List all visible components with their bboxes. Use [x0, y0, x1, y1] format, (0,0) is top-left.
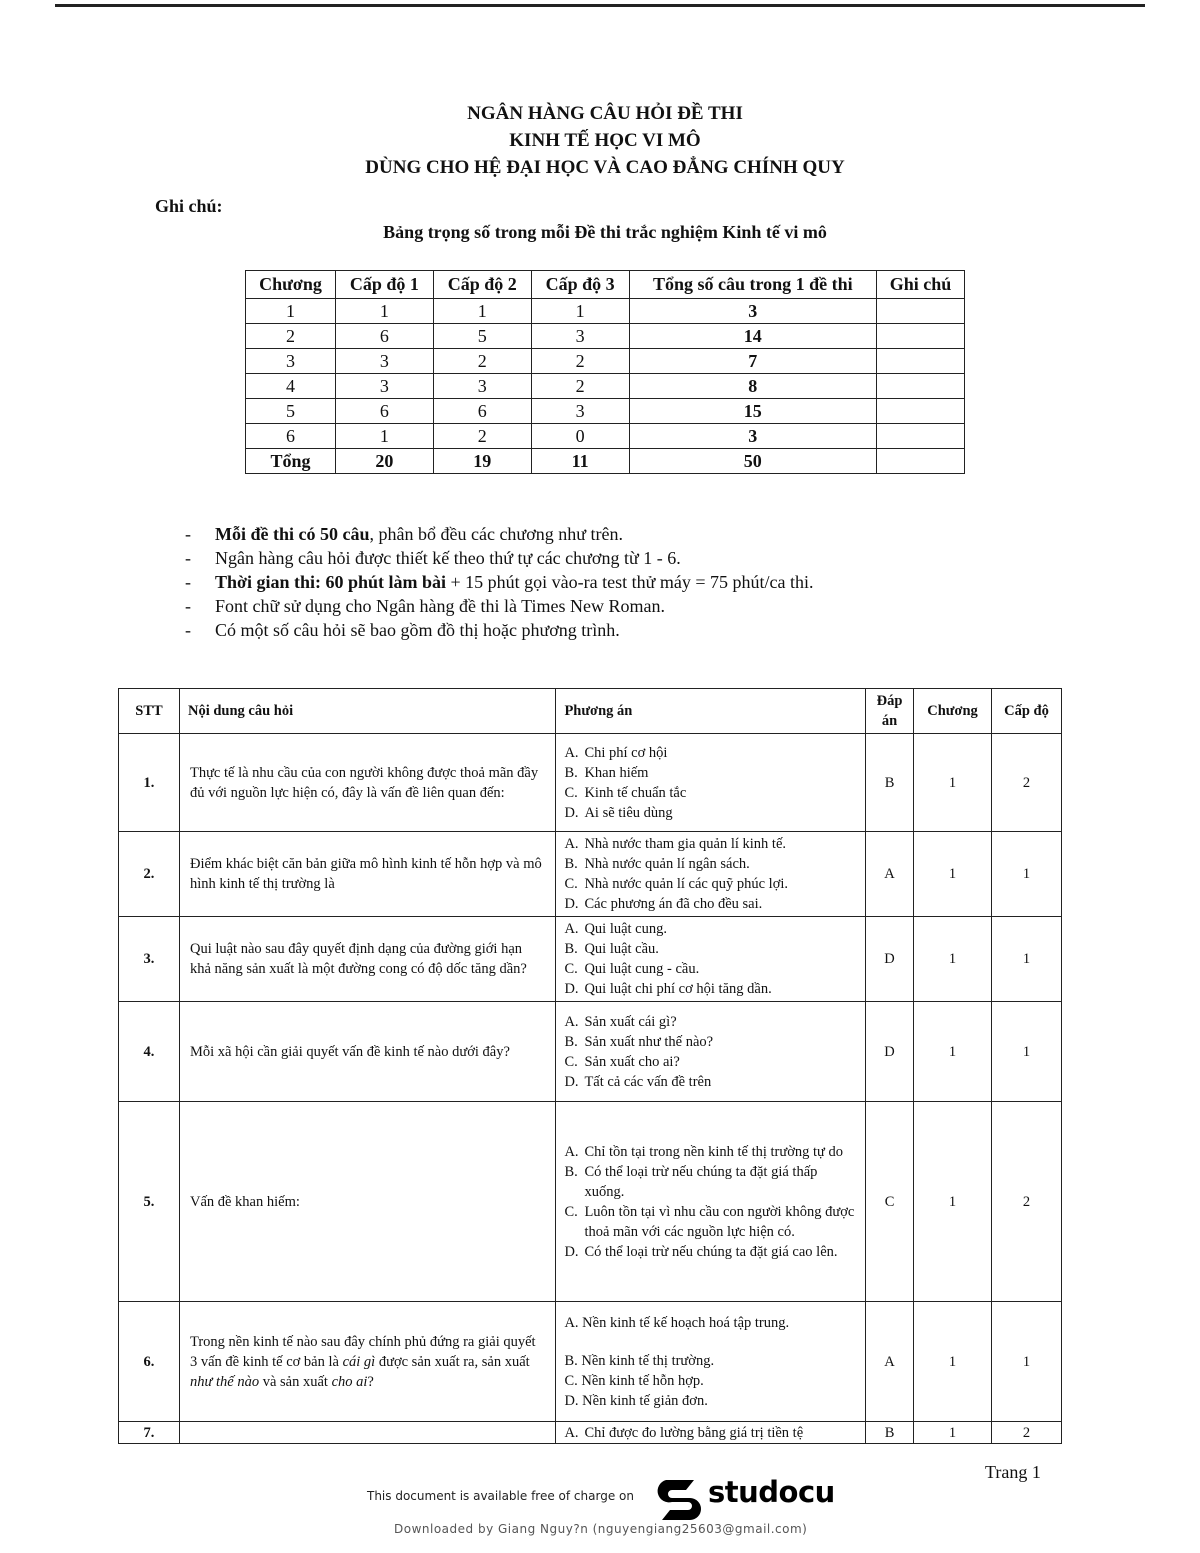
cell-chapter: 3 — [246, 349, 336, 374]
question-table-header — [119, 689, 1062, 734]
total-label: Tổng — [246, 449, 336, 474]
cell-level-1: 6 — [335, 399, 433, 424]
option: A. Chỉ được đo lường bằng giá trị tiền tệ — [564, 1424, 804, 1441]
level-cell: 1 — [992, 832, 1062, 917]
cell-note — [877, 374, 965, 399]
question-number: 5. — [119, 1102, 180, 1302]
option: D. Có thể loại trừ nếu chúng ta đặt giá cao lên. — [564, 1243, 838, 1260]
cell-note — [877, 299, 965, 324]
chapter-cell: 1 — [914, 1002, 992, 1102]
availability-notice: This document is available free of charge on — [367, 1489, 634, 1503]
option: A. Sản xuất cái gì? — [564, 1013, 677, 1030]
header-chapter: Chương — [246, 271, 336, 299]
list-item: - Font chữ sử dụng cho Ngân hàng đề thi là Times New Roman. — [185, 596, 665, 616]
cell-level-2: 2 — [433, 349, 531, 374]
header-level-3: Cấp độ 3 — [531, 271, 629, 299]
studocu-logo-icon[interactable] — [656, 1476, 706, 1520]
list-item: - Mỗi đề thi có 50 câu, phân bổ đều các chương như trên. — [185, 524, 623, 544]
level-cell: 2 — [992, 1422, 1062, 1444]
list-item: - Ngân hàng câu hỏi được thiết kế theo thứ tự các chương từ 1 - 6. — [185, 548, 681, 568]
cell-level-1: 1 — [335, 424, 433, 449]
cell-chapter: 6 — [246, 424, 336, 449]
level-cell: 1 — [992, 917, 1062, 1002]
option: C. Luôn tồn tại vì nhu cầu con người không được thoả mãn với các nguồn lực hiện có. — [564, 1203, 855, 1240]
total-level-1: 20 — [335, 449, 433, 474]
answer-cell: A — [866, 832, 914, 917]
cell-total: 15 — [629, 399, 877, 424]
question-content — [179, 1422, 555, 1444]
cell-note — [877, 324, 965, 349]
header-stt: STT — [119, 689, 180, 734]
cell-chapter: 1 — [246, 299, 336, 324]
weight-row — [246, 349, 965, 374]
question-number: 4. — [119, 1002, 180, 1102]
cell-total: 3 — [629, 424, 877, 449]
level-cell: 1 — [992, 1002, 1062, 1102]
cell-level-2: 5 — [433, 324, 531, 349]
header-answer: Đáp án — [866, 689, 914, 734]
cell-level-3: 0 — [531, 424, 629, 449]
option: B. Khan hiếm — [564, 764, 649, 781]
question-number: 2. — [119, 832, 180, 917]
cell-chapter: 2 — [246, 324, 336, 349]
cell-level-3: 2 — [531, 374, 629, 399]
cell-level-3: 2 — [531, 349, 629, 374]
question-options — [556, 832, 866, 917]
question-content: Thực tế là nhu cầu của con người không được thoả mãn đầy đủ với nguồn lực hiện có, đây là vấn đề liên quan đến: — [179, 734, 555, 832]
question-options — [556, 1302, 866, 1422]
header-content: Nội dung câu hỏi — [179, 689, 555, 734]
option: C. Qui luật cung - cầu. — [564, 961, 700, 977]
answer-cell: D — [866, 1002, 914, 1102]
header-chapter: Chương — [914, 689, 992, 734]
weight-row — [246, 374, 965, 399]
list-item: - Có một số câu hỏi sẽ bao gồm đồ thị hoặc phương trình. — [185, 620, 620, 640]
cell-level-3: 3 — [531, 399, 629, 424]
title-line-2: KINH TẾ HỌC VI MÔ — [509, 130, 701, 151]
question-content: Điểm khác biệt căn bản giữa mô hình kinh tế hỗn hợp và mô hình kinh tế thị trường là — [179, 832, 555, 917]
total-note — [877, 449, 965, 474]
studocu-footer — [0, 1472, 1200, 1542]
cell-level-1: 6 — [335, 324, 433, 349]
weight-row — [246, 399, 965, 424]
question-content: Vấn đề khan hiếm: — [179, 1102, 555, 1302]
list-item: - Thời gian thi: 60 phút làm bài + 15 phút gọi vào-ra test thử máy = 75 phút/ca thi. — [185, 572, 814, 592]
top-rule — [55, 4, 1145, 7]
question-content: Trong nền kinh tế nào sau đây chính phủ đứng ra giải quyết 3 vấn đề kinh tế cơ bản là cái gì được sản xuất ra, sản xuất như thế nào và sản xuất cho ai? — [179, 1302, 555, 1422]
header-note: Ghi chú — [877, 271, 965, 299]
download-notice: Downloaded by Giang Nguy?n (nguyengiang25603@gmail.com) — [394, 1522, 808, 1536]
header-level-1: Cấp độ 1 — [335, 271, 433, 299]
option: B. Nhà nước quản lí ngân sách. — [564, 856, 750, 872]
option: B. Sản xuất như thế nào? — [564, 1033, 714, 1050]
header-level: Cấp độ — [992, 689, 1062, 734]
question-options — [556, 734, 866, 832]
title-line-3: DÙNG CHO HỆ ĐẠI HỌC VÀ CAO ĐẲNG CHÍNH QUY — [365, 157, 845, 178]
header-level-2: Cấp độ 2 — [433, 271, 531, 299]
note-label: Ghi chú: — [155, 196, 223, 216]
weight-row — [246, 299, 965, 324]
option: D. Qui luật chi phí cơ hội tăng dần. — [564, 981, 772, 997]
option: C. Kinh tế chuẩn tắc — [564, 784, 687, 801]
cell-total: 7 — [629, 349, 877, 374]
option: C. Nhà nước quản lí các quỹ phúc lợi. — [564, 876, 789, 892]
cell-note — [877, 399, 965, 424]
answer-cell: B — [866, 1422, 914, 1444]
page-number: Trang 1 — [985, 1462, 1041, 1482]
exam-notes-list — [185, 522, 965, 642]
chapter-cell: 1 — [914, 917, 992, 1002]
option: D. Nền kinh tế giản đơn. — [564, 1392, 708, 1409]
option: B. Qui luật cầu. — [564, 941, 659, 957]
chapter-cell: 1 — [914, 734, 992, 832]
question-row — [119, 1102, 1062, 1302]
total-questions: 50 — [629, 449, 877, 474]
cell-chapter: 5 — [246, 399, 336, 424]
question-options — [556, 917, 866, 1002]
question-table — [118, 688, 1062, 1444]
cell-total: 8 — [629, 374, 877, 399]
option: D. Tất cả các vấn đề trên — [564, 1073, 712, 1090]
header-total-per-exam: Tổng số câu trong 1 đề thi — [629, 271, 877, 299]
cell-level-2: 2 — [433, 424, 531, 449]
chapter-cell: 1 — [914, 832, 992, 917]
question-options — [556, 1102, 866, 1302]
option: A. Nhà nước tham gia quản lí kinh tế. — [564, 836, 787, 852]
answer-cell: A — [866, 1302, 914, 1422]
question-row — [119, 832, 1062, 917]
cell-level-2: 1 — [433, 299, 531, 324]
total-level-2: 19 — [433, 449, 531, 474]
cell-level-2: 6 — [433, 399, 531, 424]
question-number: 7. — [119, 1422, 180, 1444]
question-options — [556, 1002, 866, 1102]
question-row — [119, 1002, 1062, 1102]
option: A. Chi phí cơ hội — [564, 744, 668, 761]
question-row — [119, 734, 1062, 832]
weight-table-caption: Bảng trọng số trong mỗi Đề thi trắc nghiệm Kinh tế vi mô — [383, 222, 827, 242]
answer-cell: B — [866, 734, 914, 832]
question-options — [556, 1422, 866, 1444]
cell-total: 3 — [629, 299, 877, 324]
cell-note — [877, 349, 965, 374]
level-cell: 2 — [992, 734, 1062, 832]
document-title — [200, 100, 1010, 181]
option: D. Ai sẽ tiêu dùng — [564, 804, 673, 821]
cell-level-3: 1 — [531, 299, 629, 324]
question-number: 3. — [119, 917, 180, 1002]
cell-level-1: 1 — [335, 299, 433, 324]
option: C. Nền kinh tế hỗn hợp. — [564, 1372, 704, 1389]
chapter-cell: 1 — [914, 1102, 992, 1302]
question-number: 6. — [119, 1302, 180, 1422]
total-level-3: 11 — [531, 449, 629, 474]
weight-row — [246, 324, 965, 349]
cell-level-3: 3 — [531, 324, 629, 349]
answer-cell: C — [866, 1102, 914, 1302]
header-options: Phương án — [556, 689, 866, 734]
option: B. Có thể loại trừ nếu chúng ta đặt giá thấp xuống. — [564, 1163, 818, 1200]
answer-cell: D — [866, 917, 914, 1002]
option: A. Chỉ tồn tại trong nền kinh tế thị trường tự do — [564, 1143, 844, 1160]
level-cell: 1 — [992, 1302, 1062, 1422]
cell-level-2: 3 — [433, 374, 531, 399]
cell-chapter: 4 — [246, 374, 336, 399]
question-number: 1. — [119, 734, 180, 832]
weight-row — [246, 424, 965, 449]
cell-note — [877, 424, 965, 449]
studocu-brand[interactable]: studocu — [708, 1475, 835, 1509]
weight-table-header — [246, 271, 965, 299]
question-row — [119, 1422, 1062, 1444]
cell-level-1: 3 — [335, 349, 433, 374]
chapter-cell: 1 — [914, 1422, 992, 1444]
title-line-1: NGÂN HÀNG CÂU HỎI ĐỀ THI — [467, 103, 743, 124]
weight-total-row — [246, 449, 965, 474]
option: B. Nền kinh tế thị trường. — [564, 1352, 715, 1369]
option: A. Qui luật cung. — [564, 921, 667, 937]
cell-total: 14 — [629, 324, 877, 349]
option: D. Các phương án đã cho đều sai. — [564, 896, 763, 912]
option: C. Sản xuất cho ai? — [564, 1053, 680, 1070]
cell-level-1: 3 — [335, 374, 433, 399]
question-row — [119, 1302, 1062, 1422]
option: A. Nền kinh tế kế hoạch hoá tập trung. — [564, 1314, 790, 1331]
question-content: Mỗi xã hội cần giải quyết vấn đề kinh tế nào dưới đây? — [179, 1002, 555, 1102]
question-row — [119, 917, 1062, 1002]
chapter-cell: 1 — [914, 1302, 992, 1422]
weight-table — [245, 270, 965, 474]
level-cell: 2 — [992, 1102, 1062, 1302]
question-content: Qui luật nào sau đây quyết định dạng của đường giới hạn khả năng sản xuất là một đường cong có độ dốc tăng dần? — [179, 917, 555, 1002]
